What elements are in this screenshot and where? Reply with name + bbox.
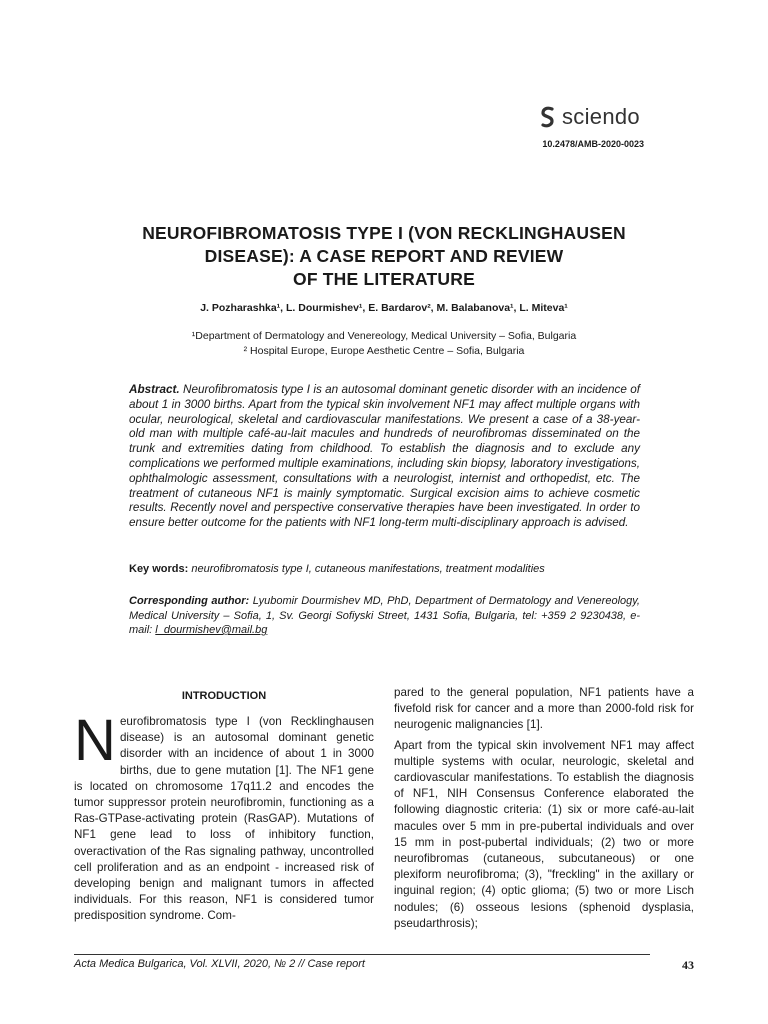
keywords-text: neurofibromatosis type I, cutaneous manifestations, treatment modalities: [191, 563, 545, 575]
intro-paragraph-criteria: Apart from the typical skin involvement NF1 may affect multiple systems with ocular, neurologic, skeletal and cardiovascular manifestations. To establish the diagnosis of NF1, NIH Consensus Conference elaborated the following diagnostic criteria: (1) six or more café-au-lait macules over 5 mm in pre-pubertal individuals and over 15 mm in post-pubertal individuals; (2) two or more neurofibromas (cutaneous, subcutaneous) or one plexiform neurofibroma; (3), "freckling" in the axillary or inguinal region; (4) optic glioma; (5) two or more Lisch nodules; (6) osseous lesions (sphenoid dysplasia, pseudarthrosis);: [394, 738, 694, 930]
title-line: DISEASE): A CASE REPORT AND REVIEW: [204, 246, 564, 266]
right-column: [394, 685, 694, 936]
article-title: [100, 222, 668, 291]
affiliation-2: ² Hospital Europe, Europe Aesthetic Centre – Sofia, Bulgaria: [243, 345, 525, 357]
section-heading-introduction: INTRODUCTION: [181, 690, 267, 702]
title-line: OF THE LITERATURE: [293, 269, 475, 289]
intro-paragraph: eurofibromatosis type I (von Recklinghausen disease) is an autosomal dominant genetic disorder with an incidence of about 1 in 3000 births, due to gene mutation [1]. The NF1 gene is located on chromosome 17q11.2 and encodes the tumor suppressor protein neurofibromin, functioning as a Ras-GTPase-activating protein (RasGAP). Mutations of NF1 gene lead to loss of inhibitory function, overactivation of the Ras signaling pathway, uncontrolled cell proliferation and as an endpoint - increased risk of developing benign and malignant tumors in affected individuals. For this reason, NF1 is considered tumor predisposition syndrome. Com-: [74, 715, 374, 923]
title-line: NEUROFIBROMATOSIS TYPE I (VON RECKLINGHAUSEN: [142, 223, 626, 243]
intro-paragraph-continued: pared to the general population, NF1 patients have a fivefold risk for cancer and a more than 2000-fold risk for neurogenic malignancies [1].: [394, 686, 694, 732]
corresponding-author: [129, 594, 640, 638]
corresponding-label: Corresponding author:: [129, 595, 250, 607]
corresponding-text: Lyubomir Dourmishev MD, PhD, Department of Dermatology and Venereology, Medical University – Sofia, 1, Sv. Georgi Sofiyski Street, 1431 Sofia, Bulgaria, tel: +359 2 9230438, e-mail:: [129, 595, 640, 636]
abstract-text: Neurofibromatosis type I is an autosomal dominant genetic disorder with an incidence of about 1 in 3000 births. Apart from the typical skin involvement NF1 may affect multiple organs with ocular, neurological, skeletal and cardiovascular manifestations. We present a case of a 38-year-old man with multiple café-au-lait macules and hundreds of neurofibromas disseminated on the trunk and extremities dating from childhood. To establish the diagnosis and to exclude any complications we performed multiple examinations, including skin biopsy, laboratory investigations, ophthalmologic assessment, consultations with a neurologist, internist and orthopedist, etc. The treatment of cutaneous NF1 is mainly symptomatic. Surgical excision aims to achieve cosmetic results. Recently novel and perspective conservative therapies have been investigated. In order to ensure better outcome for the patients with NF1 long-term multi-disciplinary approach is advised.: [129, 383, 640, 530]
left-column: [74, 708, 374, 925]
publisher-logo: [540, 104, 640, 130]
abstract: [129, 383, 640, 531]
doi-label[interactable]: 10.2478/AMB-2020-0023: [542, 139, 644, 149]
keywords: [129, 563, 640, 575]
page-number: 43: [682, 958, 694, 972]
sciendo-logo-icon: [540, 106, 556, 128]
journal-citation: Acta Medica Bulgarica, Vol. XLVII, 2020, № 2 // Case report: [74, 958, 365, 970]
abstract-label: Abstract.: [129, 383, 180, 396]
brand-name: sciendo: [562, 104, 640, 129]
keywords-label: Key words:: [129, 563, 189, 575]
affiliation-1: ¹Department of Dermatology and Venereology, Medical University – Sofia, Bulgaria: [191, 330, 577, 342]
email-link[interactable]: l_dourmishev@mail.bg: [155, 624, 268, 636]
footer-divider: [74, 954, 650, 955]
drop-cap: N: [74, 708, 116, 773]
author-list: J. Pozharashka¹, L. Dourmishev¹, E. Bardarov², M. Balabanova¹, L. Miteva¹: [200, 302, 568, 314]
